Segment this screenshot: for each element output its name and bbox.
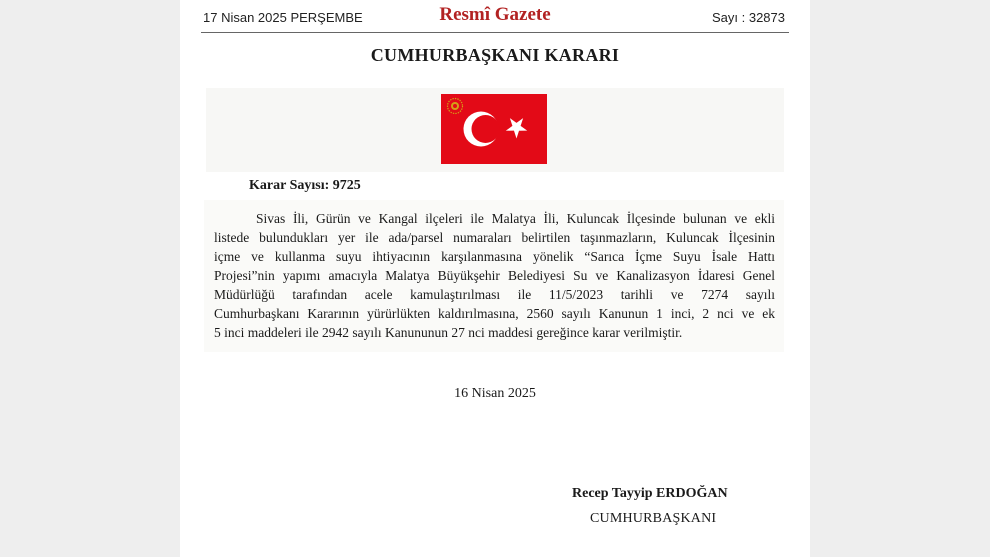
gazette-title: Resmî Gazete bbox=[439, 4, 551, 25]
issue-number: Sayı : 32873 bbox=[712, 10, 785, 25]
decision-body bbox=[214, 209, 775, 342]
body-line: 5 inci maddeleri ile 2942 sayılı Kanununun 27 nci maddesi gereğince karar verilmiştir. bbox=[214, 325, 683, 340]
signer-title: CUMHURBAŞKANI bbox=[590, 511, 717, 526]
turkish-flag-icon bbox=[441, 94, 547, 164]
decision-date: 16 Nisan 2025 bbox=[454, 386, 536, 401]
gazette-page bbox=[180, 0, 810, 557]
body-line: içme ve kullanma suyu ihtiyacının karşılanmasına yönelik “Sarıca İçme Suyu İsale Hattı bbox=[214, 249, 775, 264]
header-date: 17 Nisan 2025 PERŞEMBE bbox=[203, 10, 363, 25]
body-line: Sivas İli, Gürün ve Kangal ilçeleri ile Malatya İli, Kuluncak İlçesinde bulunan ve ekli bbox=[256, 211, 775, 226]
signer-name: Recep Tayyip ERDOĞAN bbox=[572, 486, 728, 501]
body-line: Cumhurbaşkanı Kararının yürürlükten kaldırılmasına, 2560 sayılı Kanunun 1 inci, 2 nci ve ek bbox=[214, 306, 775, 321]
header-divider bbox=[201, 32, 789, 33]
body-line: listede bulundukları yer ile ada/parsel numaraları belirtilen taşınmazların, Kuluncak İlçesinin bbox=[214, 230, 775, 245]
body-line: Projesi”nin yapımı amacıyla Malatya Büyükşehir Belediyesi Su ve Kanalizasyon İdaresi Genel bbox=[214, 268, 775, 283]
body-line: Müdürlüğü tarafından acele kamulaştırılması ile 11/5/2023 tarihli ve 7274 sayılı bbox=[214, 287, 775, 302]
document-title: CUMHURBAŞKANI KARARI bbox=[370, 45, 620, 65]
decision-number: Karar Sayısı: 9725 bbox=[249, 178, 361, 193]
